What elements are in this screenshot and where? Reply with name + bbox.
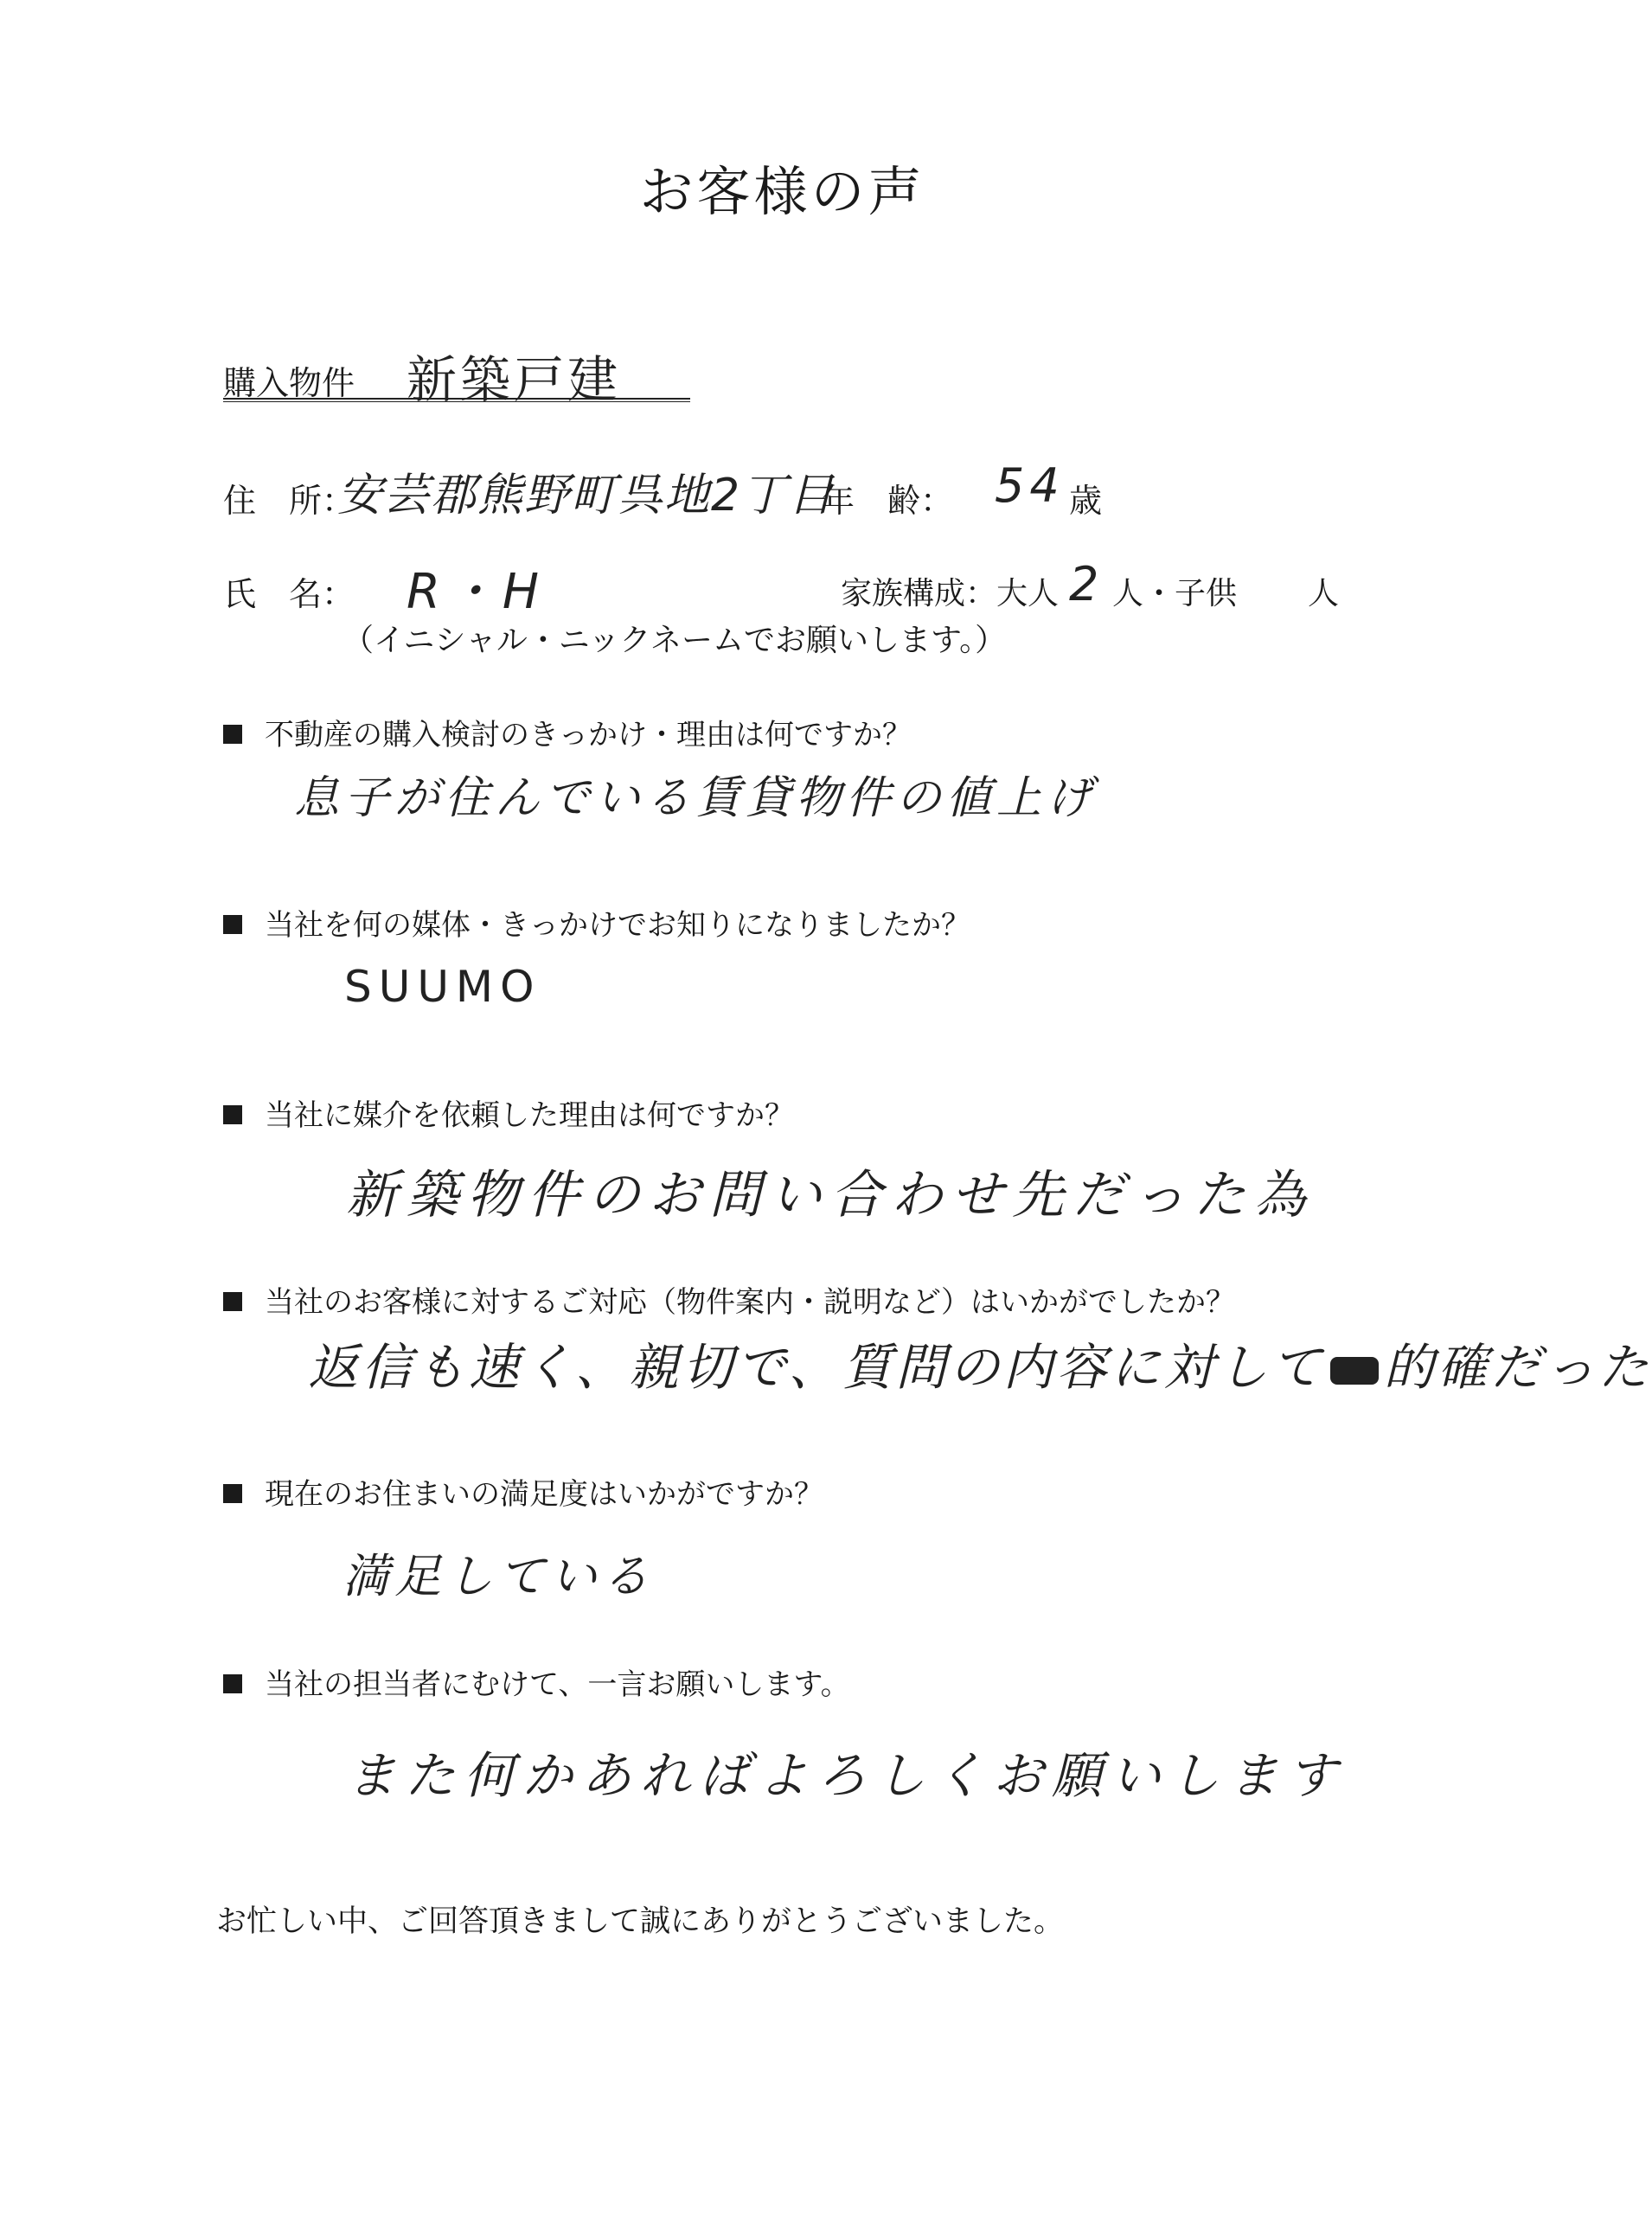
bullet-square-icon bbox=[223, 915, 242, 934]
name-label: 氏 名： bbox=[223, 575, 355, 613]
answer-6: また何かあればよろしくお願いします bbox=[346, 1746, 1347, 1805]
family-mid: 人・子供 bbox=[1112, 576, 1238, 611]
scribble-mark bbox=[1330, 1357, 1379, 1385]
bullet-square-icon bbox=[223, 1484, 242, 1503]
answer-4-part-2: 的確だった bbox=[1383, 1338, 1652, 1397]
family-unit: 人 bbox=[1308, 576, 1340, 611]
name-note: （イニシャル・ニックネームでお願いします。） bbox=[343, 623, 1007, 658]
age-value: 54 bbox=[995, 458, 1065, 513]
age-unit: 歳 bbox=[1069, 482, 1103, 520]
family-label: 家族構成：大人 bbox=[841, 576, 1060, 611]
property-label: 購入物件 bbox=[223, 364, 355, 402]
answer-4-part-1: 返信も速く、親切で、質問の内容に対して bbox=[308, 1338, 1325, 1397]
answer-2: SUUMO bbox=[344, 962, 541, 1012]
bullet-square-icon bbox=[223, 1105, 242, 1124]
question-4: 当社のお客様に対するご対応（物件案内・説明など）はいかがでしたか？ bbox=[223, 1278, 1235, 1321]
bullet-square-icon bbox=[223, 1674, 242, 1693]
question-3: 当社に媒介を依頼した理由は何ですか？ bbox=[223, 1091, 794, 1134]
question-2: 当社を何の媒体・きっかけでお知りになりましたか？ bbox=[223, 901, 970, 944]
property-value: 新築戸建 bbox=[407, 350, 622, 409]
address-label: 住 所： bbox=[223, 482, 355, 520]
family-adults: 2 bbox=[1069, 557, 1105, 611]
closing-message: お忙しい中、ご回答頂きまして誠にありがとうございました。 bbox=[216, 1904, 1065, 1939]
answer-3: 新築物件のお問い合わせ先だった為 bbox=[346, 1165, 1315, 1225]
property-underline-2 bbox=[223, 401, 690, 402]
age-label: 年 齢： bbox=[822, 482, 954, 520]
answer-1: 息子が住んでいる賃貸物件の値上げ bbox=[294, 772, 1098, 824]
question-6: 当社の担当者にむけて、一言お願いします。 bbox=[223, 1660, 850, 1703]
question-1: 不動産の購入検討のきっかけ・理由は何ですか？ bbox=[223, 711, 912, 753]
address-value: 安芸郡熊野町呉地2丁目 bbox=[337, 470, 836, 522]
page-title: お客様の声 bbox=[639, 160, 925, 223]
bullet-square-icon bbox=[223, 1292, 242, 1311]
answer-4 bbox=[308, 1327, 1652, 1399]
question-5: 現在のお住まいの満足度はいかがですか？ bbox=[223, 1470, 823, 1513]
bullet-square-icon bbox=[223, 725, 242, 744]
answer-5: 満足している bbox=[343, 1549, 654, 1603]
name-value: R・H bbox=[407, 564, 547, 620]
property-underline bbox=[223, 398, 690, 400]
